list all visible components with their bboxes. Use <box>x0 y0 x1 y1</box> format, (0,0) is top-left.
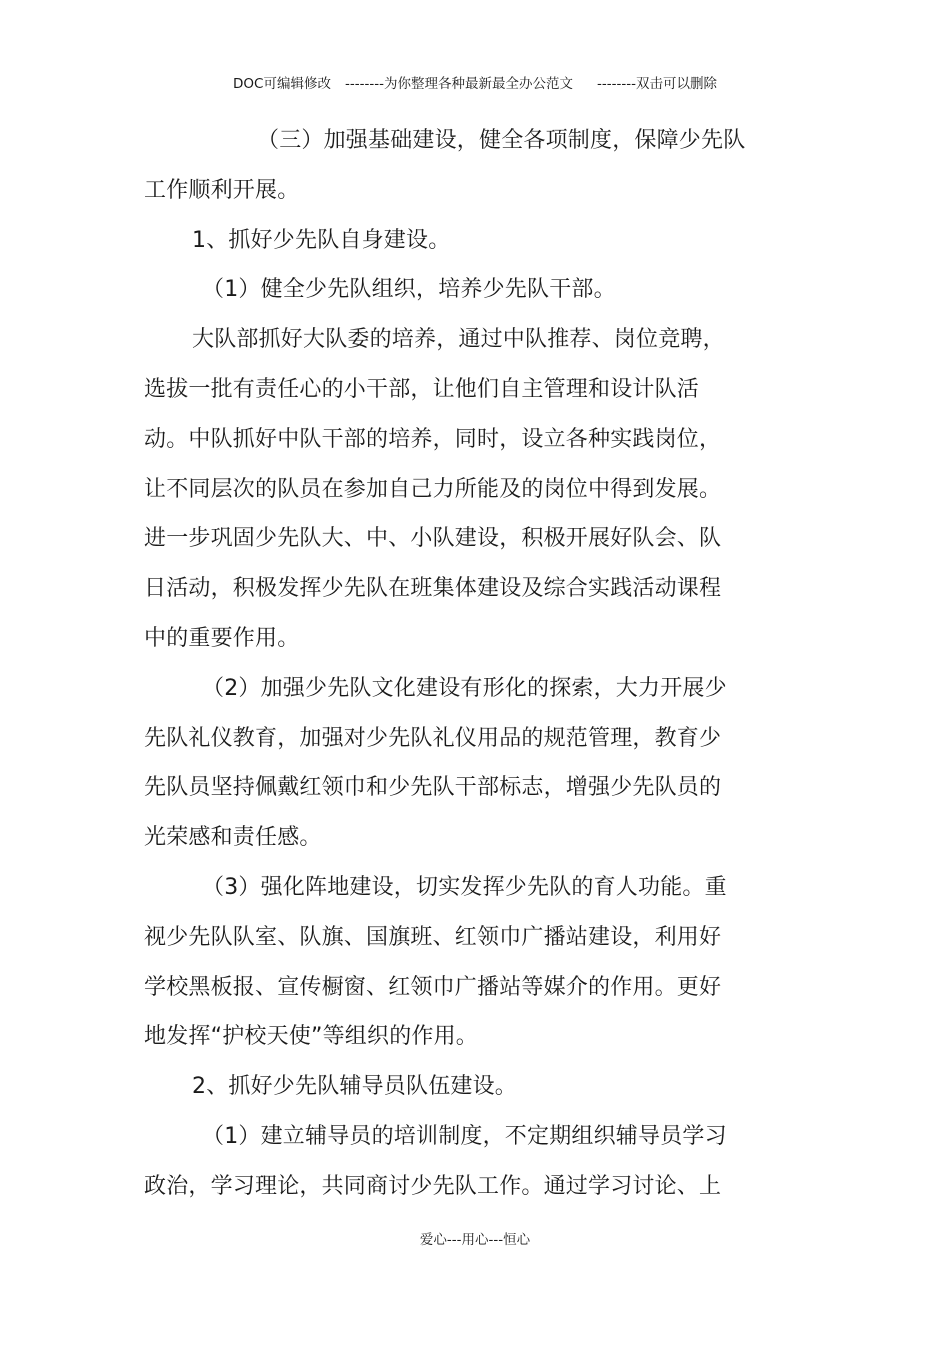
body-line: 2、抓好少先队辅导员队伍建设。 <box>192 1074 517 1100</box>
body-line: 先队礼仪教育，加强对少先队礼仪用品的规范管理，教育少 <box>144 725 722 751</box>
header-right-text: --------双击可以删除 <box>596 76 717 92</box>
body-line: （3）强化阵地建设，切实发挥少先队的育人功能。重 <box>202 874 727 900</box>
header-middle-text: --------为你整理各种最新最全办公范文 <box>344 76 573 92</box>
body-line: 政治，学习理论，共同商讨少先队工作。通过学习讨论、上 <box>144 1173 722 1199</box>
body-line: 1、抓好少先队自身建设。 <box>192 227 451 253</box>
body-line: 中的重要作用。 <box>144 625 300 651</box>
body-line: 动。中队抓好中队干部的培养，同时，设立各种实践岗位， <box>144 426 722 452</box>
body-line: （三）加强基础建设，健全各项制度，保障少先队 <box>257 128 746 153</box>
body-line: 大队部抓好大队委的培养，通过中队推荐、岗位竞聘， <box>192 327 725 353</box>
body-line: （1）建立辅导员的培训制度，不定期组织辅导员学习 <box>202 1123 727 1149</box>
body-line: 进一步巩固少先队大、中、小队建设，积极开展好队会、队 <box>144 526 722 552</box>
body-line: 光荣感和责任感。 <box>144 825 322 851</box>
page-footer: 爱心---用心---恒心 <box>419 1232 531 1248</box>
body-line: 选拔一批有责任心的小干部，让他们自主管理和设计队活 <box>144 376 700 402</box>
body-line: （1）健全少先队组织，培养少先队干部。 <box>202 277 616 303</box>
body-line: 学校黑板报、宣传橱窗、红领巾广播站等媒介的作用。更好 <box>144 974 722 1000</box>
page-header <box>0 72 950 92</box>
body-line: （2）加强少先队文化建设有形化的探索，大力开展少 <box>202 675 727 701</box>
body-line: 工作顺利开展。 <box>144 177 300 203</box>
body-line: 地发挥“护校天使”等组织的作用。 <box>144 1024 478 1050</box>
document-body <box>144 116 748 1212</box>
body-line: 视少先队队室、队旗、国旗班、红领巾广播站建设，利用好 <box>144 924 722 950</box>
body-line: 让不同层次的队员在参加自己力所能及的岗位中得到发展。 <box>144 476 722 502</box>
body-line: 先队员坚持佩戴红领巾和少先队干部标志，增强少先队员的 <box>144 775 722 801</box>
body-line: 日活动，积极发挥少先队在班集体建设及综合实践活动课程 <box>144 576 722 602</box>
header-left-text: DOC可编辑修改 <box>233 76 331 92</box>
